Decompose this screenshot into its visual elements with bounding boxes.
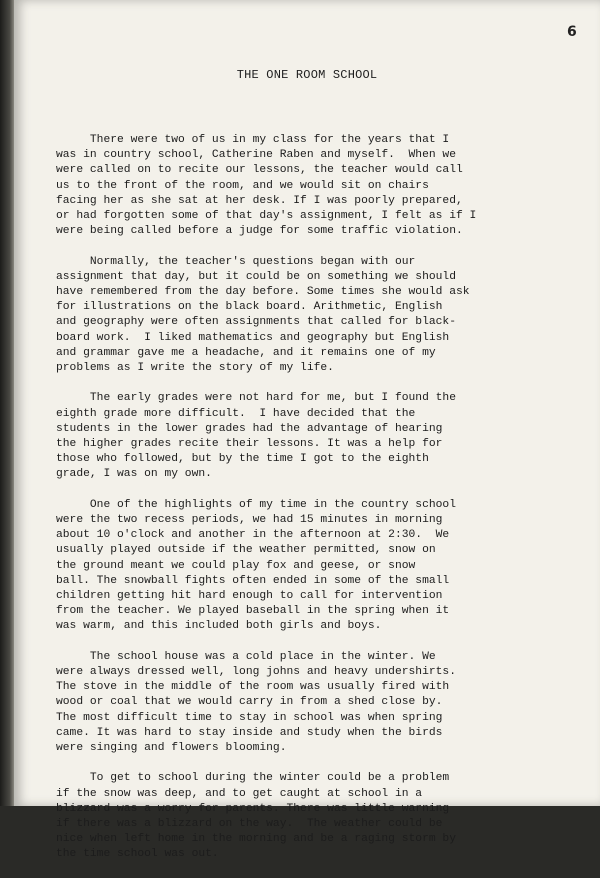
- binding-shadow: [0, 0, 14, 806]
- paragraph: There were two of us in my class for the years that I was in country school, Catherine Raben and myself. When we were called on to recite our lessons, the teacher would call us to the front of the room, and we would sit on chairs facing her as she sat at her desk. If I was poorly prepared, or had forgotten some of that day's assignment, I felt as if I were being called before a judge for some traffic violation.: [56, 134, 477, 238]
- paragraph: One of the highlights of my time in the country school were the two recess periods, we had 15 minutes in morning about 10 o'clock and another in the afternoon at 2:30. We usually played outside if the weather permitted, snow on the ground meant we could play fox and geese, or snow ball. The snowball fights often ended in some of the small children getting hit hard enough to call for intervention from the teacher. We played baseball in the spring when it was warm, and this included both girls and boys.: [56, 498, 456, 633]
- body-text: [56, 133, 596, 878]
- paragraph: Normally, the teacher's questions began with our assignment that day, but it could be on something we should have remembered from the day before. Some times she would ask for illustrations on the black board. Arithmetic, English and geography were often assignments that called for black- board work. I liked mathematics and geography but English and grammar gave me a headache, and it remains one of my problems as I write the story of my life.: [56, 255, 470, 375]
- paragraph: To get to school during the winter could be a problem if the snow was deep, and to get caught at school in a blizzard was a worry for parents. There was little warning if there was a blizzard on the way. The weather could be nice when left home in the morning and be a raging storm by the time school was out.: [56, 772, 456, 861]
- page-number: 6: [567, 24, 577, 40]
- paragraph: The early grades were not hard for me, but I found the eighth grade more difficult. I have decided that the students in the lower grades had the advantage of hearing the higher grades recite their lessons. It was a help for those who followed, but by the time I got to the eighth grade, I was on my own.: [56, 392, 456, 481]
- paragraph: The school house was a cold place in the winter. We were always dressed well, long johns and heavy undershirts. The stove in the middle of the room was usually fired with wood or coal that we would carry in from a shed close by. The most difficult time to stay in school was when spring came. It was hard to stay inside and study when the birds were singing and flowers blooming.: [56, 650, 456, 755]
- document-page: [14, 0, 600, 861]
- page-title: THE ONE ROOM SCHOOL: [236, 68, 378, 82]
